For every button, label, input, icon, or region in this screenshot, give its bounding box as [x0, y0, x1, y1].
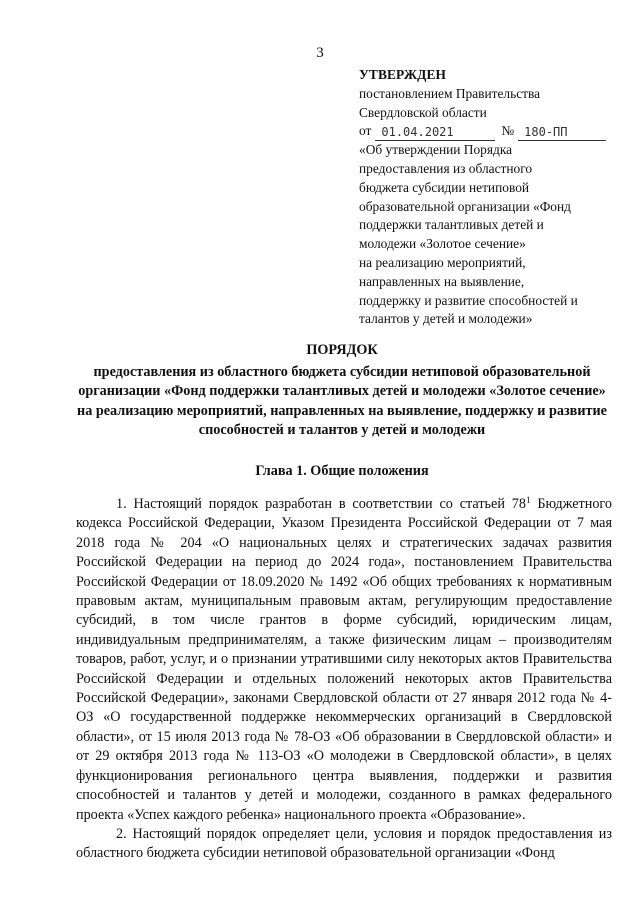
chapter-title: Глава 1. Общие положения: [255, 463, 429, 479]
approval-subject-line: направленных на выявление,: [359, 273, 525, 289]
approval-subject-line: поддержки талантливых детей и: [359, 217, 544, 233]
page-number: 3: [316, 45, 324, 61]
paragraph-2: 2. Настоящий порядок определяет цели, условия и порядок предоставления из областного бюджета субсидии нетиповой образовательной организации «Фонд: [76, 825, 612, 862]
approval-line-2: Свердловской области: [359, 104, 487, 120]
approval-number: 180-ПП: [518, 125, 606, 141]
document-title-block: [72, 341, 612, 441]
approval-stamp: [359, 66, 619, 329]
approval-subject-line: образовательной организации «Фонд: [359, 198, 571, 214]
approval-subject-line: предоставления из областного: [359, 160, 533, 176]
approval-subject-line: «Об утверждении Порядка: [359, 142, 513, 158]
approval-subject-line: талантов у детей и молодежи»: [359, 311, 533, 327]
approval-subject-line: бюджета субсидии нетиповой: [359, 179, 530, 195]
approval-line-1: постановлением Правительства: [359, 85, 541, 101]
approval-date-row: [359, 122, 619, 141]
approval-subject-line: на реализацию мероприятий,: [359, 254, 526, 270]
document-subtitle: предоставления из областного бюджета субсидии нетиповой образовательной организации «Фонд поддержки талантливых детей и молодежи «Золотое сечение» на реализацию мероприятий, направленных на выявление, поддержку и развитие способностей и талантов у детей и молодежи: [77, 363, 607, 438]
approval-date: 01.04.2021: [375, 125, 495, 141]
paragraph-1: [76, 495, 612, 825]
paragraph-1-rest: Бюджетного кодекса Российской Федерации, Указом Президента Российской Федерации от 7 мая 2018 года № 204 «О национальных целях и стратегических задачах развития Российской Федерации на период до 2024 года», постановлением Правительства Российской Федерации от 18.09.2020 № 1492 «Об общих требованиях к нормативным правовым актам, муниципальным правовым актам, регулирующим предоставление субсидий, в том числе грантов в форме субсидий, юридическим лицам, индивидуальным предпринимателям, а также физическим лицам – производителям товаров, работ, услуг, и о признании утратившими силу некоторых актов Правительства Российской Федерации и отдельных положений некоторых актов Правительства Российской Федерации», законами Свердловской области от 27 января 2012 года № 4-ОЗ «О государственной поддержке некоммерческих организаций в Свердловской области», от 15 июля 2013 года № 78-ОЗ «Об образовании в Свердловской области» и от 29 октября 2013 года № 113-ОЗ «О молодежи в Свердловской области», в целях функционирования регионального центра выявления, поддержки и развития способностей и талантов у детей и молодежи, созданного в рамках федерального проекта «Успех каждого ребенка» национального проекта «Образование».: [76, 496, 612, 823]
approval-subject-line: поддержку и развитие способностей и: [359, 292, 578, 308]
number-prefix: №: [501, 123, 515, 139]
document-body: [76, 495, 612, 864]
article-superscript: 1: [526, 495, 531, 505]
paragraph-1-start: 1. Настоящий порядок разработан в соответствии со статьей 78: [116, 496, 526, 512]
date-prefix: от: [359, 123, 372, 139]
document-title: ПОРЯДОК: [306, 342, 378, 358]
approval-subject-line: молодежи «Золотое сечение»: [359, 236, 526, 252]
approved-heading: УТВЕРЖДЕН: [359, 67, 447, 82]
